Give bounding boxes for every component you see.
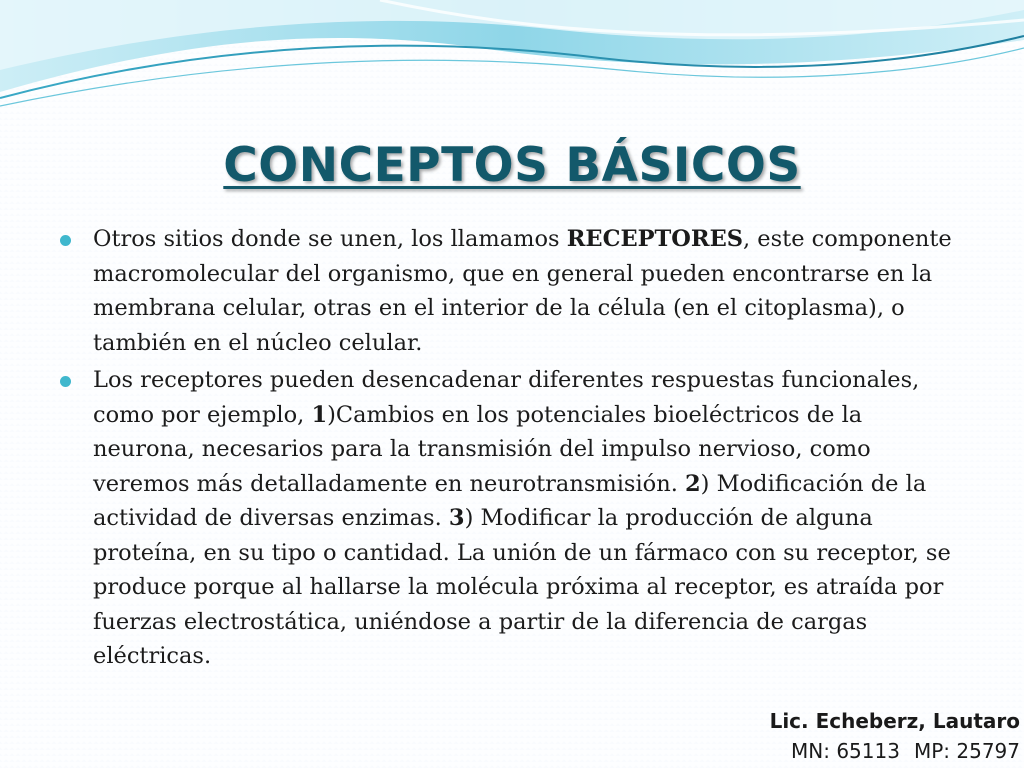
author-name: Lic. Echeberz, Lautaro — [769, 709, 1020, 733]
list-number: 2 — [685, 470, 701, 497]
header-wave-decoration — [0, 0, 1024, 120]
license-mp: MP: 25797 — [913, 739, 1020, 763]
list-number: 3 — [448, 505, 465, 531]
bullet-item — [58, 363, 968, 674]
bullet-dot-icon — [60, 235, 71, 246]
slide-content — [58, 222, 968, 677]
list-number: 1 — [311, 401, 328, 428]
bullet-text: Los receptores pueden desencadenar diferentes respuestas funcionales, como por ejemplo, 1)Cambios en los potenciales bioeléctricos de la neurona, necesarios para la transmisión del impulso nervioso, como veremos más detalladamente en neurotransmisión. 2) Modificación de la actividad de diversas enzimas. 3) Modificar la producción de alguna proteína, en su tipo o cantidad. La unión de un fármaco con su receptor, se produce porque al hallarse la molécula próxima al receptor, es atraída por fuerzas electrostática, uniéndose a partir de la diferencia de cargas eléctricas. — [93, 367, 951, 669]
slide-title: CONCEPTOS BÁSICOS — [223, 138, 801, 193]
author-credentials — [770, 736, 1020, 766]
bullet-dot-icon — [60, 376, 71, 387]
license-mn: MN: 65113 — [791, 739, 900, 763]
bullet-item — [58, 222, 968, 360]
author-signature — [770, 706, 1020, 766]
bullet-text: Otros sitios donde se unen, los llamamos RECEPTORES, este componente macromolecular del organismo, que en general pueden encontrarse en la membrana celular, otras en el interior de la célula (en el citoplasma), o también en el núcleo celular. — [93, 226, 952, 356]
bold-term: RECEPTORES — [566, 226, 743, 252]
